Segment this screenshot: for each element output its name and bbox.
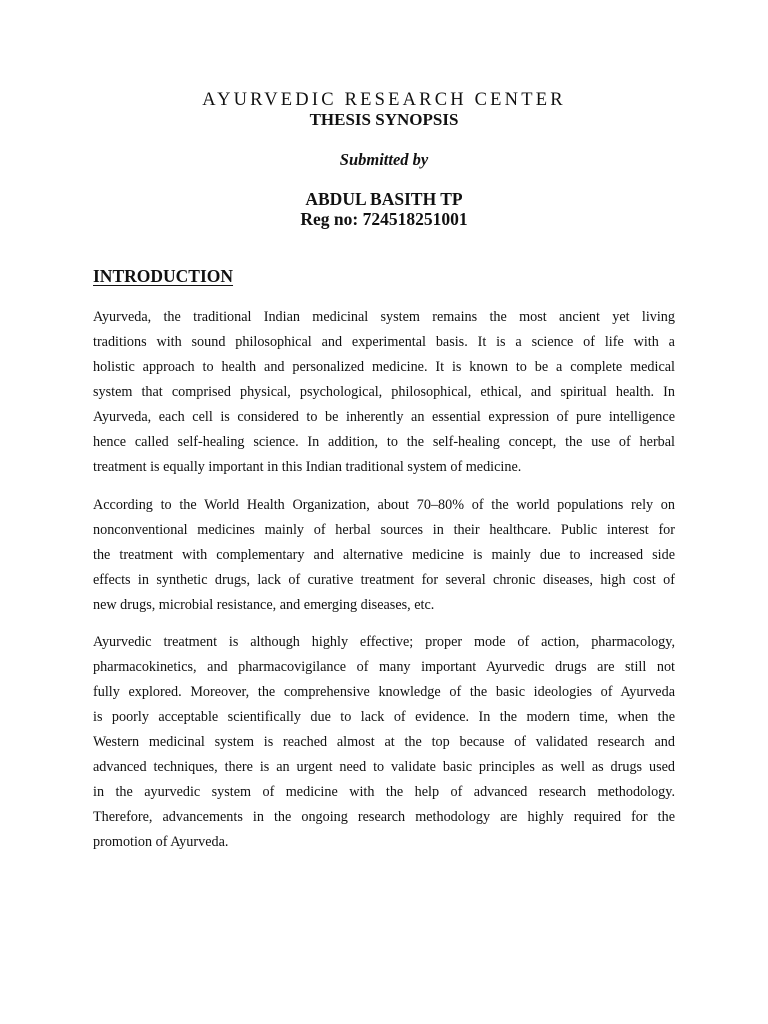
paragraph-3: [93, 630, 675, 855]
paragraph-line: Western medicinal system is reached almost at the top because of validated research and: [93, 734, 675, 750]
paragraph-line: system that comprised physical, psychological, philosophical, ethical, and spiritual health. In: [93, 384, 675, 400]
paragraph-line: in the ayurvedic system of medicine with the help of advanced research methodology.: [93, 784, 675, 800]
paragraph-line: advanced techniques, there is an urgent need to validate basic principles as well as drugs used: [93, 759, 675, 775]
paragraph-line: Ayurvedic treatment is although highly effective; proper mode of action, pharmacology,: [93, 634, 675, 650]
paragraph-2: [93, 493, 675, 618]
paragraph-line: Therefore, advancements in the ongoing research methodology are highly required for the: [93, 809, 675, 825]
section-heading-introduction: INTRODUCTION: [93, 266, 234, 286]
paragraph-line: traditions with sound philosophical and experimental basis. It is a science of life with a: [93, 334, 675, 350]
submitted-by-label: Submitted by: [339, 150, 429, 169]
paragraph-line: promotion of Ayurveda.: [93, 834, 229, 850]
paragraph-line: hence called self-healing science. In addition, to the self-healing concept, the use of herbal: [93, 434, 675, 450]
document-title: AYURVEDIC RESEARCH CENTER: [202, 90, 566, 110]
registration-number: Reg no: 724518251001: [300, 209, 468, 229]
paragraph-line: Ayurveda, the traditional Indian medicinal system remains the most ancient yet living: [93, 309, 675, 325]
paragraph-line: treatment is equally important in this Indian traditional system of medicine.: [93, 459, 522, 475]
paragraph-line: nonconventional medicines mainly of herbal sources in their healthcare. Public interest for: [93, 522, 675, 538]
author-name: ABDUL BASITH TP: [305, 189, 463, 209]
paragraph-line: According to the World Health Organization, about 70–80% of the world populations rely on: [93, 497, 675, 513]
paragraph-line: effects in synthetic drugs, lack of curative treatment for several chronic diseases, high cost of: [93, 572, 675, 588]
document-subtitle: THESIS SYNOPSIS: [309, 110, 459, 129]
paragraph-line: fully explored. Moreover, the comprehensive knowledge of the basic ideologies of Ayurveda: [93, 684, 675, 700]
paragraph-line: is poorly acceptable scientifically due to lack of evidence. In the modern time, when the: [93, 709, 675, 725]
paragraph-line: new drugs, microbial resistance, and emerging diseases, etc.: [93, 597, 435, 613]
paragraph-line: Ayurveda, each cell is considered to be inherently an essential expression of pure intelligence: [93, 409, 675, 425]
paragraph-line: pharmacokinetics, and pharmacovigilance of many important Ayurvedic drugs are still not: [93, 659, 675, 675]
paragraph-line: the treatment with complementary and alternative medicine is mainly due to increased side: [93, 547, 675, 563]
paragraph-line: holistic approach to health and personalized medicine. It is known to be a complete medical: [93, 359, 675, 375]
paragraph-1: [93, 305, 675, 480]
